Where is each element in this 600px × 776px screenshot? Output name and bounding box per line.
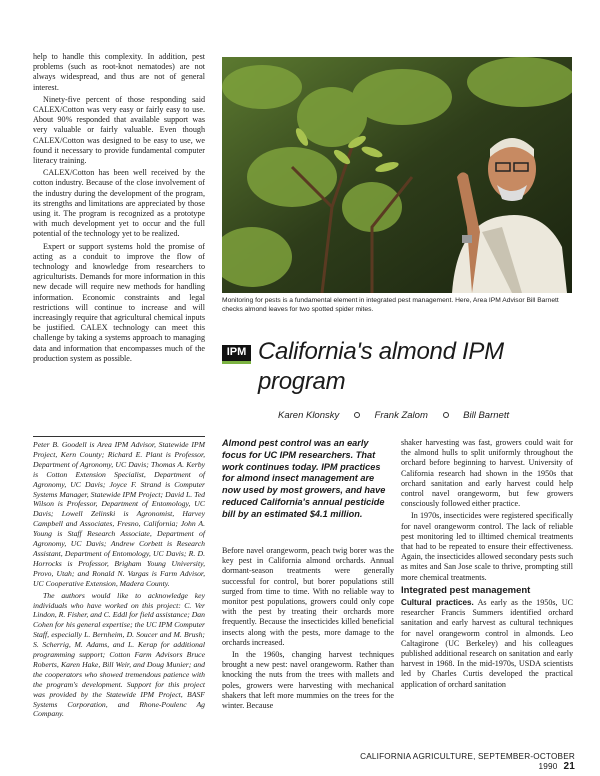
author-credits xyxy=(33,440,205,721)
photo-caption: Monitoring for pests is a fundamental element in integrated pest management. Here, Area IPM Advisor Bill Barnett checks almond leaves for two spotted spider mites. xyxy=(222,297,559,313)
column-divider xyxy=(33,436,205,437)
photo-illustration xyxy=(222,57,572,293)
left-column xyxy=(33,52,205,366)
right-column xyxy=(401,438,573,692)
body-paragraph: help to handle this complexity. In addition, pest problems (such as root-knot nematodes) are not always widespread, and thus are not of general interest. xyxy=(33,52,205,92)
body-paragraph: Expert or support systems hold the promise of acting as a conduit to improve the flow of technology and knowledge from researchers to agriculturists. Demands for more information in this new decade will require new methods for handling information. Economic constraints and legal restrictions will continue to increase and will increasingly require that agricultural chemical inputs be justified. CALEX technology can meet this challenge by taking a systems approach to managing data and information that encompasses much of the production system as possible. xyxy=(33,241,205,363)
author-name: Karen Klonsky xyxy=(278,410,340,421)
paragraph-lead: Cultural practices. xyxy=(401,598,474,608)
separator-dot-icon xyxy=(443,412,449,418)
body-paragraph: Before navel orangeworm, peach twig borer was the key pest in California almond orchards. Annual dormant-season treatments were generally successful for control, but borer populations still surged from time to time. With no reliable way to monitor pest populations, growers could only cope with the pest by treating their orchards more frequently. Because the insecticides killed beneficial insects along with the pests, more damage to the orchards increased. xyxy=(222,546,394,647)
article-title: California's almond IPM program xyxy=(258,338,504,395)
page-number: 21 xyxy=(563,761,575,772)
page-footer xyxy=(330,752,575,772)
article-abstract: Almond pest control was an early focus for UC IPM researchers. That work continues today. IPM practices for almond insect management are now used by most growers, and have reduced California's annual pesticide bill by an estimated $4.1 million. xyxy=(222,438,386,519)
body-paragraph: Ninety-five percent of those responding said CALEX/Cotton was very easy or fairly easy to use. About 90% responded that available support was very valuable or fairly valuable. Even though CALEX/Cotton was designed to be easy to use, we found it necessary to provide fundamental computer literacy training. xyxy=(33,94,205,166)
section-heading: Integrated pest management xyxy=(401,584,531,596)
acknowledgment-text: The authors would like to acknowledge key individuals who have worked on this project: C. Ver Lindon, R. Fisher, and C. Eddl for field assistance; Dan Cohen for his general expertise; the UC IPM Computer Staff, especially L. Bernheim, D. Soucer and M. Brush; S. Scherrig, M. Adams, and L. Kerap for additional programming support; Cotton Farm Advisors Bruce Roberts, Karen Hake, Bill Weir, and Doug Munier; and the cooperators who showed tremendous patience with the program's development. Support for this project was provided by the Statewide IPM Project, BASF Systems Corporation, and Rhone-Poulenc Ag Company. xyxy=(33,590,205,719)
body-paragraph: shaker harvesting was fast, growers could wait for the almond hulls to split uniformly throughout the orchard before beginning to harvest. University of California research had shown in the 1950s that orchard sanitation and early harvest could help control navel orangeworm, but few growers consciously followed either practice. xyxy=(401,438,573,509)
body-paragraph: In 1970s, insecticides were registered specifically for navel orangeworm control. The lack of reliable pest monitoring led to illtimed chemical treatments that had to be repeated to ensure their effectiveness. Again, the insecticides allowed secondary pests such as mites and San Jose scale to thrive, prompting still more chemical treatments. xyxy=(401,511,573,582)
author-name: Bill Barnett xyxy=(463,410,510,421)
journal-issue: CALIFORNIA AGRICULTURE, SEPTEMBER-OCTOBER 1990 xyxy=(360,752,575,771)
credits-text: Peter B. Goodell is Area IPM Advisor, Statewide IPM Project, Kern County; Richard E. Plant is Professor, Department of Agronomy, UC Davis; Thomas A. Kerby is Cotton Extension Specialist, Department of Agronomy, UC Davis; Joyce F. Strand is Computer Systems Manager, Statewide IPM Project; David L. Ted Wilson is Professor, Department of Entomology, UC Davis; Lowell Zelinski is Agronomist, Harvey Campbell and Associates, Fresno, California; John A. Young is Staff Research Associate, Department of Agronomy, UC Davis; Andrew Corbett is Research Assistant, Department of Entomology, UC Davis; R. D. Horrocks is Professor, Brigham Young University, Provo, Utah; and Ronald N. Vargas is Farm Advisor, UC Cooperative Extension, Madera County. xyxy=(33,440,205,588)
body-paragraph xyxy=(401,598,573,690)
middle-column xyxy=(222,546,394,713)
body-paragraph: In the 1960s, changing harvest techniques brought a new pest: navel orangeworm. Rather than knocking the nuts from the trees with mallets and poles, growers were harvesting with mechanical shakers that left more mummies on the trees for the winter. Because xyxy=(222,650,394,711)
almond-orchard-photo xyxy=(222,57,572,293)
author-name: Frank Zalom xyxy=(374,410,428,421)
author-byline xyxy=(278,410,578,421)
separator-dot-icon xyxy=(354,412,360,418)
ipm-logo: IPM xyxy=(222,345,251,364)
body-paragraph: CALEX/Cotton has been well received by the cotton industry. Because of the close involvement of the industry during the development of the program, its strengths and limitations are appreciated by those using it. The program is recognized as a prototype with much development yet to occur and the full potential of the technology yet to be realized. xyxy=(33,168,205,239)
paragraph-text: As early as the 1950s, UC researcher Francis Summers identified orchard sanitation and early harvest as cultural techniques for navel orangeworm control in almonds. Leo Caltagirone (UC Berkeley) and his colleagues published additional research on sanitation and early harvest in 1968. In the mid-1970s, USDA scientists led by Charles Curtis developed the practical application of orchard sanitation xyxy=(401,598,573,689)
